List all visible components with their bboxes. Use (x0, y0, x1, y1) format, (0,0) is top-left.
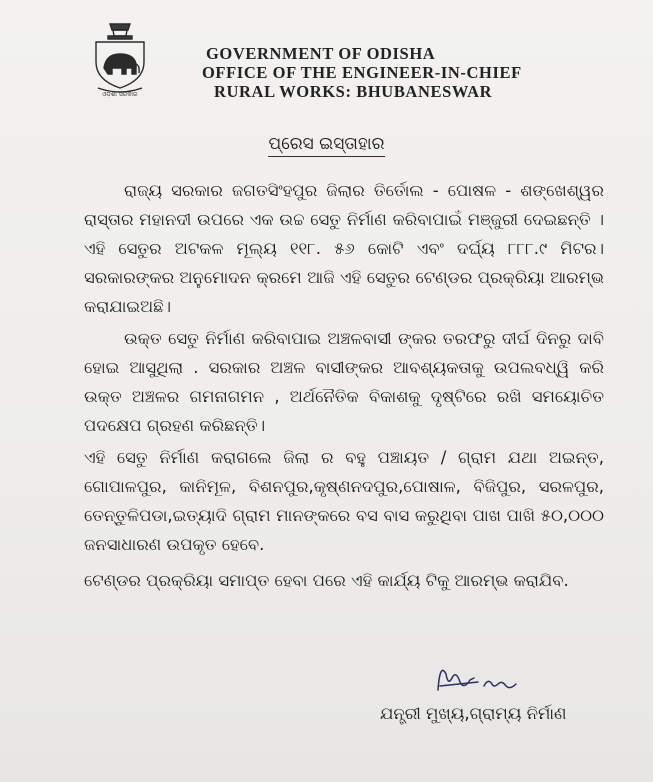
letterhead-line-department: RURAL WORKS: BHUBANESWAR (214, 82, 493, 101)
document-title (0, 134, 653, 154)
signature-image (430, 656, 530, 706)
office-letterhead (202, 44, 626, 101)
letterhead-line-office: OFFICE OF THE ENGINEER-IN-CHIEF (202, 63, 522, 82)
paragraph-sanction: ରାଜ୍ୟ ସରକାର ଜଗତସିଂହପୁର ଜିଲାର ତିର୍ତୋଲ - ପୋଷଳ - ଶଙ୍ଖେଶ୍ୱର ରାସ୍ତାର ମହାନଦୀ ଉପରେ ଏକ ଉଚ୍ଚ ସେତୁ ନିର୍ମାଣ କରିବାପାଇଁ ମଞ୍ଜୁରୀ ଦେଇଛନ୍ତି । ଏହି ସେତୁର ଅଟକଳ ମୂଲ୍ୟ ୧୧୮. ୫୬ କୋଟି ଏବଂ ଦର୍ଘ୍ୟ ୮୮୮.୯ ମିଟର। ସରକାରଙ୍କର ଅନୁମୋଦନ କ୍ରମେ ଆଜି ଏହି ସେତୁର ଟେଣ୍ଡର ପ୍ରକ୍ରିୟା ଆରମ୍ଭ କରାଯାଇଅଛି। (84, 181, 604, 316)
paragraph-demand: ଉକ୍ତ ସେତୁ ନିର୍ମାଣ କରିବାପାଇ ଅଞ୍ଚଳବାସୀ ଙ୍କର ତରଫରୁ ଦୀର୍ଘ ଦିନରୁ ଦାବି ହୋଇ ଆସୁଥିଲା . ସରକାର ଅଞ୍ଚଳ ବାସୀଙ୍କର ଆବଶ୍ୟକତାକୁ ଉପଲବଧ୍ୱି କରି ଉକ୍ତ ଅଞ୍ଚଳର ଗମନାଗମନ , ଅର୍ଥନୈତିକ ବିକାଶକୁ ଦୃଷ୍ଟିରେ ରଖି ସମୟୋଚିତ ପଦକ୍ଷେପ ଗ୍ରହଣ କରିଛନ୍ତି। (84, 329, 604, 435)
signatory-designation: ଯନ୍ତ୍ରୀ ମୁଖ୍ୟ,ଗ୍ରାମ୍ୟ ନିର୍ମାଣ (380, 704, 567, 723)
press-release-title: ପ୍ରେସ ଇସ୍ତାହାର (268, 134, 384, 157)
odisha-emblem-icon (84, 18, 156, 98)
paragraph-tender: ଟେଣ୍ଡର ପ୍ରକ୍ରିୟା ସମାପ୍ତ ହେବା ପରେ ଏହି କାର୍ଯ୍ୟ ଟିକୁ ଆରମ୍ଭ କରାଯିବ. (84, 571, 569, 590)
paragraph-beneficiaries: ଏହି ସେତୁ ନିର୍ମାଣ କରାଗଲେ ଜିଲା ର ବହୁ ପଞ୍ଚାୟତ / ଗ୍ରାମ ଯଥା ଅଇନ୍ତ, ଗୋପାଳପୁର, କାନିମୂଳ, ବିଶନପୁର,କୃଷ୍ଣନଦପୁର,ପୋଷାଳ, ବିଜିପୁର, ସରଳପୁର, ତେନ୍ତୁଳିପଡା,ଇତ୍ୟାଦି ଗ୍ରାମ ମାନଙ୍କରେ ବସ ବାସ କରୁଥିବା ପାଖ ପାଖି ୫୦,୦୦୦ ଜନସାଧାରଣ ଉପକୃତ ହେବେ. (84, 448, 604, 554)
letterhead-line-government: GOVERNMENT OF ODISHA (206, 44, 436, 63)
svg-text:ଓଡ଼ିଶା ସରକାର: ଓଡ଼ିଶା ସରକାର (102, 91, 138, 98)
